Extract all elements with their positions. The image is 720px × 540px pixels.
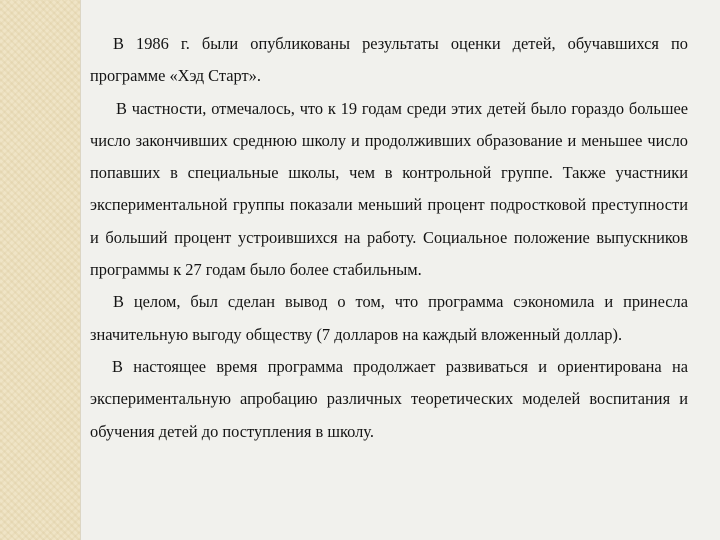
paragraph-head-start-results: В 1986 г. были опубликованы результаты оценки детей, обучавшихся по программе «Хэд Старт». [90, 34, 688, 86]
text-body [90, 28, 688, 448]
side-band-divider [80, 0, 81, 540]
paragraph-current-development: В настоящее время программа продолжает развиваться и ориентирована на экспериментальную апробацию различных теоретических моделей воспитания и обучения детей до поступления в школу. [90, 356, 688, 441]
paragraph-conclusion: В целом, был сделан вывод о том, что программа сэкономила и принесла значительную выгоду обществу (7 долларов на каждый вложенный доллар). [90, 292, 688, 344]
paragraph-outcomes-details: В частности, отмечалось, что к 19 годам среди этих детей было гораздо большее число закончивших среднюю школу и продолживших образование и меньшее число попавших в специальные школы, чем в контрольной группе. Также участники экспериментальной группы показали меньший процент подростковой преступности и больший процент устроившихся на работу. Социальное положение выпускников программы к 27 годам было более стабильным. [90, 98, 688, 280]
decorative-side-band [0, 0, 80, 540]
